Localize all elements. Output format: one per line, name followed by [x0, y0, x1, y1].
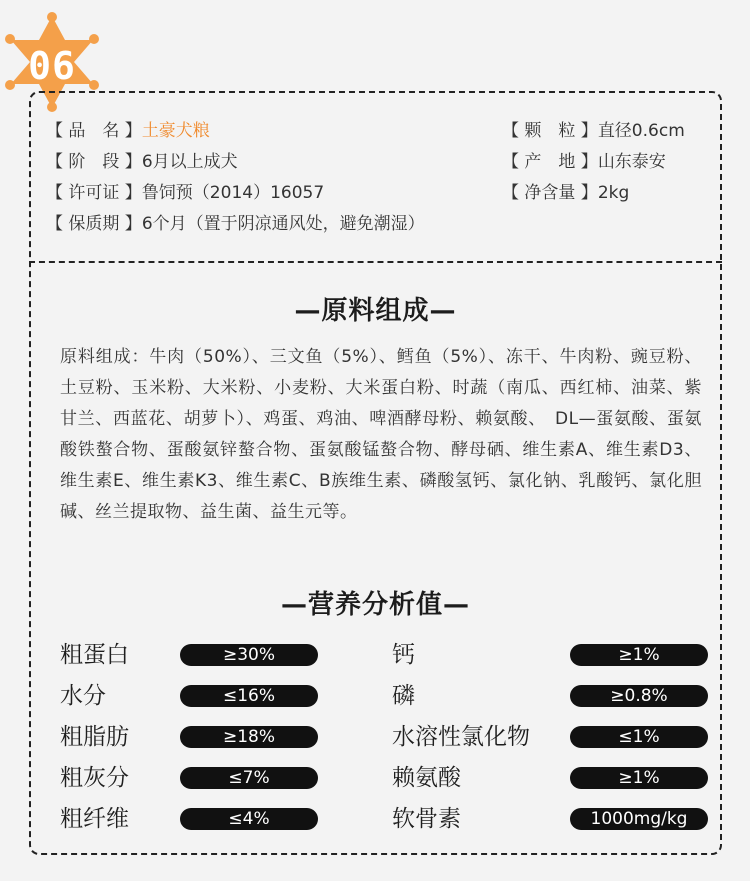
- info-name-value: 土豪犬粮: [141, 121, 210, 141]
- nutrient-value: ≤7%: [180, 767, 318, 789]
- info-license-value: 鲁饲预（2014）16057: [141, 183, 325, 203]
- info-origin-value: 山东泰安: [597, 152, 666, 172]
- ingredients-title: —原料组成—: [294, 296, 457, 326]
- info-net-label: 【 净含量 】: [502, 183, 598, 203]
- nutrient-value: 1000mg/kg: [570, 808, 708, 830]
- ingredients-text: 原料组成：牛肉（50%）、三文鱼（5%）、鳕鱼（5%）、冻干、牛肉粉、豌豆粉、土豆粉、玉米粉、大米粉、小麦粉、大米蛋白粉、时蔬（南瓜、西红柿、油菜、紫甘兰、西蓝花、胡萝卜）、鸡蛋、鸡油、啤酒酵母粉、赖氨酸、 DL—蛋氨酸、蛋氨酸铁螯合物、蛋酸氨锌螯合物、蛋氨酸锰螯合物、酵母硒、维生素A、维生素D3、维生素E、维生素K3、维生素C、B族维生素、磷酸氢钙、氯化钠、乳酸钙、氯化胆碱、丝兰提取物、益生菌、益生元等。: [60, 347, 702, 522]
- nutrient-name: 粗纤维: [60, 806, 129, 832]
- nutrient-value: ≥18%: [180, 726, 318, 748]
- info-shelf-value: 6个月（置于阴凉通风处，避免潮湿）: [141, 214, 425, 234]
- nutrient-value: ≥1%: [570, 767, 708, 789]
- info-name: [46, 121, 210, 141]
- info-stage-label: 【 阶 段 】: [46, 152, 142, 172]
- info-stage: [46, 152, 238, 172]
- info-granule: [502, 121, 685, 141]
- info-origin: [502, 152, 666, 172]
- nutrient-value: ≤1%: [570, 726, 708, 748]
- info-origin-label: 【 产 地 】: [502, 152, 598, 172]
- info-license-label: 【 许可证 】: [46, 183, 142, 203]
- nutrient-name: 水分: [60, 683, 106, 709]
- nutrient-name: 粗灰分: [60, 765, 129, 791]
- nutrient-name: 粗脂肪: [60, 724, 129, 750]
- info-stage-value: 6月以上成犬: [141, 152, 238, 172]
- nutrient-value: ≥30%: [180, 644, 318, 666]
- nutrient-value: ≤16%: [180, 685, 318, 707]
- nutrient-name: 钙: [392, 642, 415, 668]
- nutrient-name: 软骨素: [392, 806, 461, 832]
- nutrient-value: ≤4%: [180, 808, 318, 830]
- nutrient-name: 赖氨酸: [392, 765, 461, 791]
- badge-number: 06: [28, 44, 76, 88]
- section-divider: [29, 261, 722, 263]
- info-granule-value: 直径0.6cm: [597, 121, 685, 141]
- nutrient-name: 磷: [392, 683, 415, 709]
- nutrient-value: ≥1%: [570, 644, 708, 666]
- nutrient-name: 水溶性氯化物: [392, 724, 530, 750]
- info-name-label: 【 品 名 】: [46, 121, 142, 141]
- nutrient-name: 粗蛋白: [60, 642, 129, 668]
- info-license: [46, 183, 324, 203]
- info-granule-label: 【 颗 粒 】: [502, 121, 598, 141]
- info-shelf-label: 【 保质期 】: [46, 214, 142, 234]
- info-net: [502, 183, 629, 203]
- info-shelf: [46, 214, 425, 234]
- nutrition-title: —营养分析值—: [280, 590, 470, 620]
- nutrient-value: ≥0.8%: [570, 685, 708, 707]
- info-net-value: 2kg: [597, 183, 630, 203]
